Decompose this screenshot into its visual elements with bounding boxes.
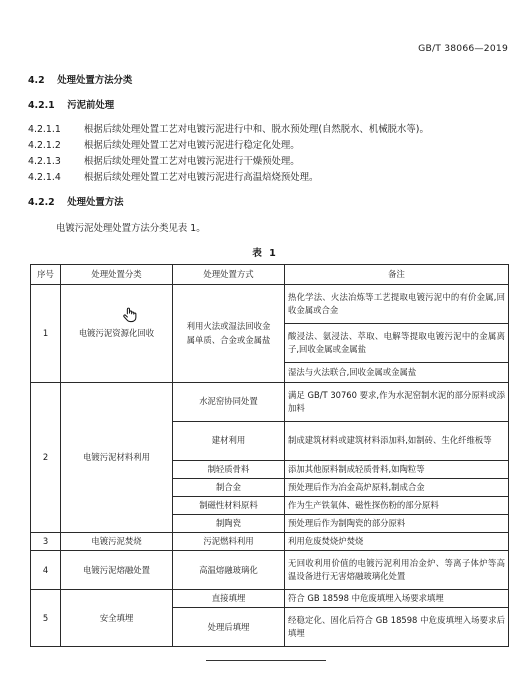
table-header-row — [31, 265, 509, 285]
section-title: 处理处置方法分类 — [57, 75, 133, 86]
section-number: 4.2 — [28, 75, 45, 86]
section-title: 污泥前处理 — [67, 100, 115, 111]
table-row — [31, 551, 509, 590]
table-row — [31, 285, 509, 324]
note-cell: 符合 GB 18598 中危废填埋入场要求填埋 — [285, 590, 509, 608]
note-cell: 无回收利用价值的电镀污泥利用冶金炉、等离子体炉等高温设备进行无害熔融玻璃化处置 — [285, 551, 509, 590]
note-cell: 制成建筑材料或建筑材料添加料,如制砖、生化纤维板等 — [285, 422, 509, 461]
method-cell: 制陶瓷 — [173, 515, 285, 533]
footer-divider — [206, 660, 326, 661]
note-cell: 湿法与火法联合,回收金属或金属盐 — [285, 363, 509, 383]
note-cell: 满足 GB/T 30760 要求,作为水泥窑制水泥的部分原料或添加料 — [285, 383, 509, 422]
method-cell: 直接填埋 — [173, 590, 285, 608]
category-cell: 电镀污泥材料利用 — [61, 383, 173, 533]
classification-table — [30, 264, 509, 647]
item-text: 根据后续处理处置工艺对电镀污泥进行中和、脱水预处理(自然脱水、机械脱水等)。 — [84, 124, 429, 135]
note-cell: 添加其他原料制成轻质骨料,如陶粒等 — [285, 461, 509, 479]
method-cell: 制磁性材料原料 — [173, 497, 285, 515]
intro-paragraph: 电镀污泥处理处置方法分类见表 1。 — [56, 223, 206, 234]
method-cell: 高温熔融玻璃化 — [173, 551, 285, 590]
method-cell: 水泥窑协同处置 — [173, 383, 285, 422]
note-cell: 预处理后作为制陶瓷的部分原料 — [285, 515, 509, 533]
note-cell: 酸浸法、氨浸法、萃取、电解等提取电镀污泥中的金属离子,回收金属或金属盐 — [285, 324, 509, 363]
item-text: 根据后续处理处置工艺对电镀污泥进行稳定化处理。 — [84, 140, 300, 151]
row-number: 4 — [31, 551, 61, 590]
header-cell: 处理处置分类 — [61, 265, 173, 285]
note-cell: 热化学法、火法冶炼等工艺提取电镀污泥中的有价金属,回收金属或合金 — [285, 285, 509, 324]
row-number: 1 — [31, 285, 61, 383]
row-number: 5 — [31, 590, 61, 647]
section-heading-4-2-2 — [28, 194, 124, 208]
item-number: 4.2.1.2 — [28, 140, 61, 151]
table-row — [31, 590, 509, 608]
section-heading-4-2 — [28, 72, 132, 86]
item-text: 根据后续处理处置工艺对电镀污泥进行干燥预处理。 — [84, 156, 300, 167]
method-cell: 处理后填埋 — [173, 608, 285, 647]
header-cell: 序号 — [31, 265, 61, 285]
note-cell: 利用危废焚烧炉焚烧 — [285, 533, 509, 551]
category-cell: 电镀污泥熔融处置 — [61, 551, 173, 590]
list-item — [28, 137, 300, 151]
method-cell: 制轻质骨料 — [173, 461, 285, 479]
list-item — [28, 153, 300, 167]
table-row — [31, 533, 509, 551]
standard-code: GB/T 38066—2019 — [418, 43, 508, 54]
hand-pointer-icon — [121, 306, 138, 323]
method-cell: 利用火法或湿法回收金属单质、合金或金属盐 — [173, 285, 285, 383]
header-cell: 处理处置方式 — [173, 265, 285, 285]
method-cell: 制合金 — [173, 479, 285, 497]
section-number: 4.2.1 — [28, 100, 55, 111]
category-cell: 安全填埋 — [61, 590, 173, 647]
section-title: 处理处置方法 — [67, 197, 124, 208]
category-cell: 电镀污泥资源化回收 — [61, 285, 173, 383]
item-number: 4.2.1.4 — [28, 172, 61, 183]
note-cell: 预处理后作为冶金高炉原料,制成合金 — [285, 479, 509, 497]
item-text: 根据后续处理处置工艺对电镀污泥进行高温焙烧预处理。 — [84, 172, 319, 183]
item-number: 4.2.1.1 — [28, 124, 61, 135]
note-cell: 经稳定化、固化后符合 GB 18598 中危废填埋入场要求后填埋 — [285, 608, 509, 647]
header-cell: 备注 — [285, 265, 509, 285]
note-cell: 作为生产铁氧体、磁性探伤粉的部分原料 — [285, 497, 509, 515]
section-number: 4.2.2 — [28, 197, 55, 208]
list-item — [28, 121, 429, 135]
row-number: 3 — [31, 533, 61, 551]
table-caption: 表 1 — [252, 248, 278, 259]
table-row — [31, 383, 509, 422]
section-heading-4-2-1 — [28, 97, 114, 111]
row-number: 2 — [31, 383, 61, 533]
category-cell: 电镀污泥焚烧 — [61, 533, 173, 551]
method-cell: 建材利用 — [173, 422, 285, 461]
list-item — [28, 169, 318, 183]
item-number: 4.2.1.3 — [28, 156, 61, 167]
method-cell: 污泥燃料利用 — [173, 533, 285, 551]
